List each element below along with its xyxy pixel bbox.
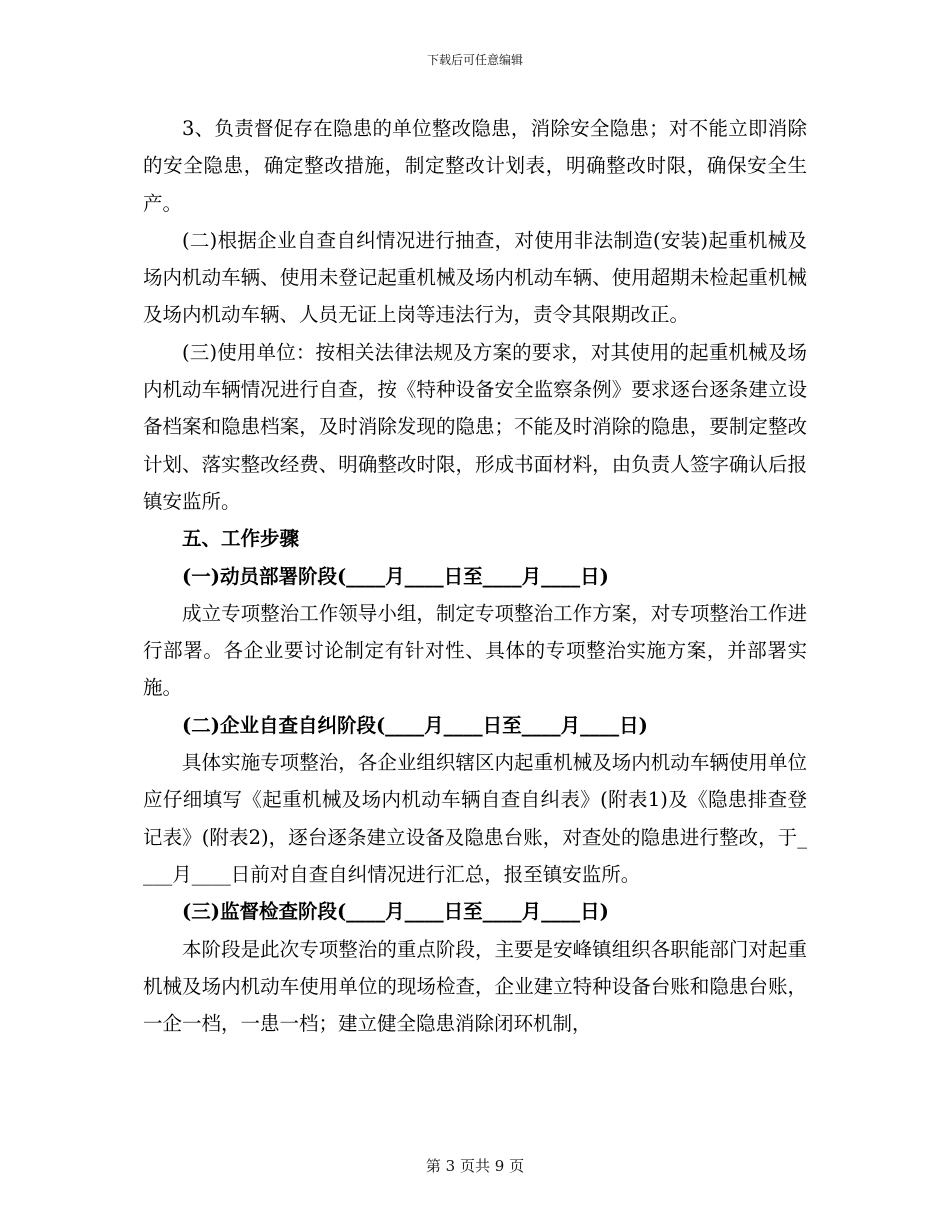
section-heading: 五、工作步骤 bbox=[182, 527, 300, 551]
document-body bbox=[143, 110, 807, 1042]
stage-heading-2: (二)企业自查自纠阶段(____月____日至____月____日) bbox=[182, 713, 648, 737]
page-footer: 第 3 页共 9 页 bbox=[425, 1157, 525, 1175]
paragraph-1: 3、负责督促存在隐患的单位整改隐患，消除安全隐患；对不能立即消除的安全隐患，确定整改措施，制定整改计划表，明确整改时限，确保安全生产。 bbox=[143, 117, 807, 215]
paragraph-6: 本阶段是此次专项整治的重点阶段，主要是安峰镇组织各职能部门对起重机械及场内机动车使用单位的现场检查，企业建立特种设备台账和隐患台账，一企一档，一患一档；建立健全隐患消除闭环机制， bbox=[143, 937, 807, 1036]
stage-heading-3: (三)监督检查阶段(____月____日至____月____日) bbox=[182, 900, 609, 924]
page-header: 下载后可任意编辑 bbox=[426, 53, 523, 67]
paragraph-3: (三)使用单位：按相关法律法规及方案的要求，对其使用的起重机械及场内机动车辆情况进行自查，按《特种设备安全监察条例》要求逐台逐条建立设备档案和隐患档案，及时消除发现的隐患；不能及时消除的隐患，要制定整改计划、落实整改经费、明确整改时限，形成书面材料，由负责人签字确认后报镇安监所。 bbox=[143, 340, 807, 513]
paragraph-4: 成立专项整治工作领导小组，制定专项整治工作方案，对专项整治工作进行部署。各企业要讨论制定有针对性、具体的专项整治实施方案，并部署实施。 bbox=[143, 601, 807, 700]
paragraph-5: 具体实施专项整治，各企业组织辖区内起重机械及场内机动车辆使用单位应仔细填写《起重机械及场内机动车辆自查自纠表》(附表1)及《隐患排查登记表》(附表2)，逐台逐条建立设备及隐患台账，对查处的隐患进行整改，于____月____日前对自查自纠情况进行汇总，报至镇安监所。 bbox=[143, 751, 807, 886]
paragraph-2: (二)根据企业自查自纠情况进行抽查，对使用非法制造(安装)起重机械及场内机动车辆、使用未登记起重机械及场内机动车辆、使用超期未检起重机械及场内机动车辆、人员无证上岗等违法行为，责令其限期改正。 bbox=[143, 228, 807, 327]
stage-heading-1: (一)动员部署阶段(____月____日至____月____日) bbox=[182, 564, 609, 588]
